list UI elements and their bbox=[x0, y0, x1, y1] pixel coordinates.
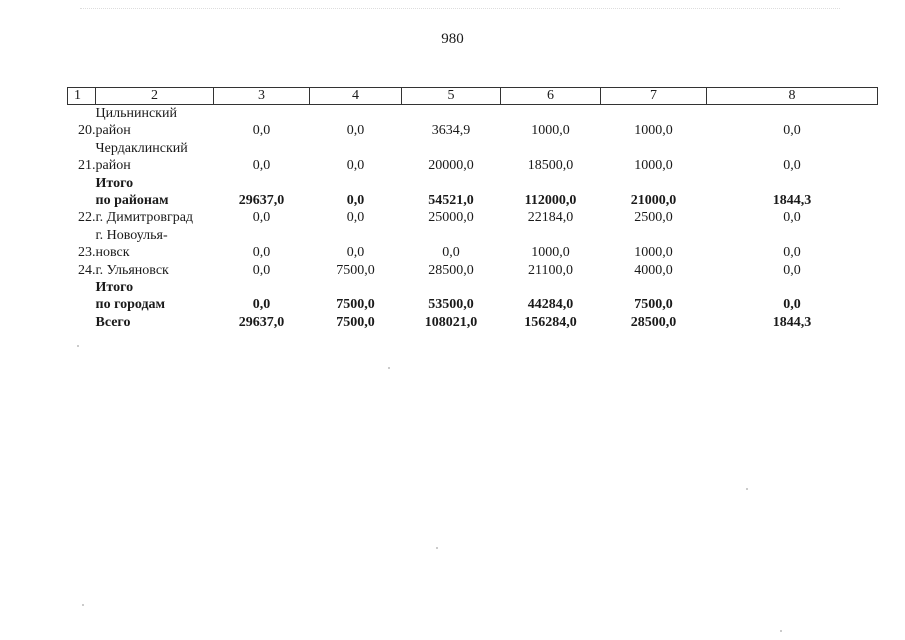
value-cell-col6: 1000,0 bbox=[531, 123, 570, 139]
value-cell-col8: 1844,3 bbox=[772, 193, 812, 209]
column-number-header-row bbox=[68, 88, 878, 105]
value-cell-col8: 0,0 bbox=[783, 297, 801, 313]
scan-speck bbox=[388, 367, 390, 369]
value-cell-col3: 0,0 bbox=[252, 210, 271, 226]
value-cell-col7: 1000,0 bbox=[634, 245, 673, 261]
value-cell-col5: 0,0 bbox=[442, 245, 460, 261]
column-header: 4 bbox=[310, 88, 402, 105]
value-cell-col5: 108021,0 bbox=[424, 314, 478, 330]
value-cell-col8: 0,0 bbox=[783, 262, 801, 278]
value-cell-col3: 29637,0 bbox=[238, 314, 285, 330]
row-name bbox=[96, 279, 214, 314]
table-row bbox=[68, 105, 878, 140]
value-cell-col3: 0,0 bbox=[252, 262, 271, 278]
scan-speck bbox=[780, 630, 782, 632]
row-name bbox=[96, 227, 214, 262]
value-cell-col6: 112000,0 bbox=[524, 193, 577, 209]
table-row bbox=[68, 227, 878, 262]
column-header: 7 bbox=[601, 88, 707, 105]
row-number bbox=[68, 175, 96, 210]
value-cell-col4: 7500,0 bbox=[336, 314, 375, 330]
value-cell-col7: 7500,0 bbox=[634, 297, 673, 313]
value-cell-col4: 0,0 bbox=[346, 158, 365, 174]
row-name-line: район bbox=[95, 123, 131, 139]
value-cell-col4: 0,0 bbox=[346, 210, 365, 226]
scan-speck bbox=[82, 604, 84, 606]
table-row bbox=[68, 140, 878, 175]
row-name-line: г. Ульяновск bbox=[95, 262, 169, 278]
table-row bbox=[68, 314, 878, 331]
column-header: 8 bbox=[707, 88, 878, 105]
row-name bbox=[96, 140, 214, 175]
column-header: 1 bbox=[68, 88, 96, 105]
value-cell-col8: 0,0 bbox=[783, 210, 801, 226]
row-number: 24. bbox=[78, 262, 96, 278]
table-row bbox=[68, 209, 878, 226]
page-number: 980 bbox=[441, 31, 464, 47]
value-cell-col4: 0,0 bbox=[346, 245, 365, 261]
row-name-line: Итого bbox=[95, 280, 134, 296]
value-cell-col8: 0,0 bbox=[783, 158, 801, 174]
row-number: 23. bbox=[78, 245, 96, 261]
value-cell-col3: 0,0 bbox=[252, 297, 271, 313]
value-cell-col3: 0,0 bbox=[252, 245, 271, 261]
row-name-line: по городам bbox=[95, 297, 166, 313]
row-name-line: район bbox=[95, 158, 131, 174]
value-cell-col7: 1000,0 bbox=[634, 158, 673, 174]
row-name-line: Всего bbox=[95, 314, 131, 330]
table-row bbox=[68, 279, 878, 314]
table-row bbox=[68, 262, 878, 279]
value-cell-col7: 4000,0 bbox=[634, 262, 673, 278]
value-cell-col5: 25000,0 bbox=[428, 210, 474, 226]
table-row bbox=[68, 175, 878, 210]
value-cell-col6: 1000,0 bbox=[531, 245, 570, 261]
value-cell-col5: 28500,0 bbox=[428, 262, 474, 278]
value-cell-col3: 0,0 bbox=[252, 123, 271, 139]
value-cell-col6: 156284,0 bbox=[524, 314, 577, 330]
value-cell-col7: 28500,0 bbox=[630, 314, 677, 330]
row-name-line: Итого bbox=[95, 175, 134, 191]
row-name-line: новск bbox=[95, 245, 130, 261]
row-name bbox=[96, 314, 214, 331]
row-name bbox=[96, 209, 214, 226]
row-number bbox=[68, 314, 96, 331]
row-name bbox=[96, 175, 214, 210]
value-cell-col6: 44284,0 bbox=[527, 297, 574, 313]
value-cell-col6: 18500,0 bbox=[527, 158, 574, 174]
value-cell-col4: 0,0 bbox=[346, 193, 365, 209]
row-name bbox=[96, 105, 214, 140]
value-cell-col5: 53500,0 bbox=[428, 297, 474, 313]
column-header: 5 bbox=[402, 88, 501, 105]
value-cell-col8: 1844,3 bbox=[772, 314, 812, 330]
row-name-line: Чердаклинский bbox=[95, 140, 188, 156]
scan-speck bbox=[436, 547, 438, 549]
value-cell-col4: 7500,0 bbox=[336, 262, 375, 278]
scan-speck bbox=[77, 345, 79, 347]
scan-artifact-line bbox=[80, 8, 840, 13]
value-cell-col7: 1000,0 bbox=[634, 123, 673, 139]
column-header: 2 bbox=[96, 88, 214, 105]
value-cell-col5: 54521,0 bbox=[428, 193, 474, 209]
row-number: 22. bbox=[78, 210, 96, 226]
row-name-line: г. Новоулья- bbox=[95, 227, 168, 243]
value-cell-col5: 20000,0 bbox=[428, 158, 474, 174]
value-cell-col3: 0,0 bbox=[252, 158, 271, 174]
row-name bbox=[96, 262, 214, 279]
value-cell-col6: 22184,0 bbox=[527, 210, 574, 226]
table-body bbox=[68, 105, 878, 332]
value-cell-col7: 21000,0 bbox=[630, 193, 677, 209]
budget-table bbox=[67, 87, 878, 331]
row-number: 21. bbox=[78, 158, 96, 174]
row-number bbox=[68, 279, 96, 314]
column-header: 3 bbox=[214, 88, 310, 105]
scan-speck bbox=[746, 488, 748, 490]
row-name-line: по районам bbox=[95, 193, 169, 209]
row-name-line: г. Димитровград bbox=[95, 210, 194, 226]
value-cell-col8: 0,0 bbox=[783, 123, 801, 139]
value-cell-col8: 0,0 bbox=[783, 245, 801, 261]
value-cell-col4: 0,0 bbox=[346, 123, 365, 139]
value-cell-col5: 3634,9 bbox=[431, 123, 471, 139]
value-cell-col3: 29637,0 bbox=[238, 193, 285, 209]
row-number: 20. bbox=[78, 123, 96, 139]
value-cell-col7: 2500,0 bbox=[634, 210, 673, 226]
value-cell-col4: 7500,0 bbox=[336, 297, 375, 313]
row-name-line: Цильнинский bbox=[95, 106, 177, 121]
column-header: 6 bbox=[501, 88, 601, 105]
value-cell-col6: 21100,0 bbox=[528, 262, 573, 278]
